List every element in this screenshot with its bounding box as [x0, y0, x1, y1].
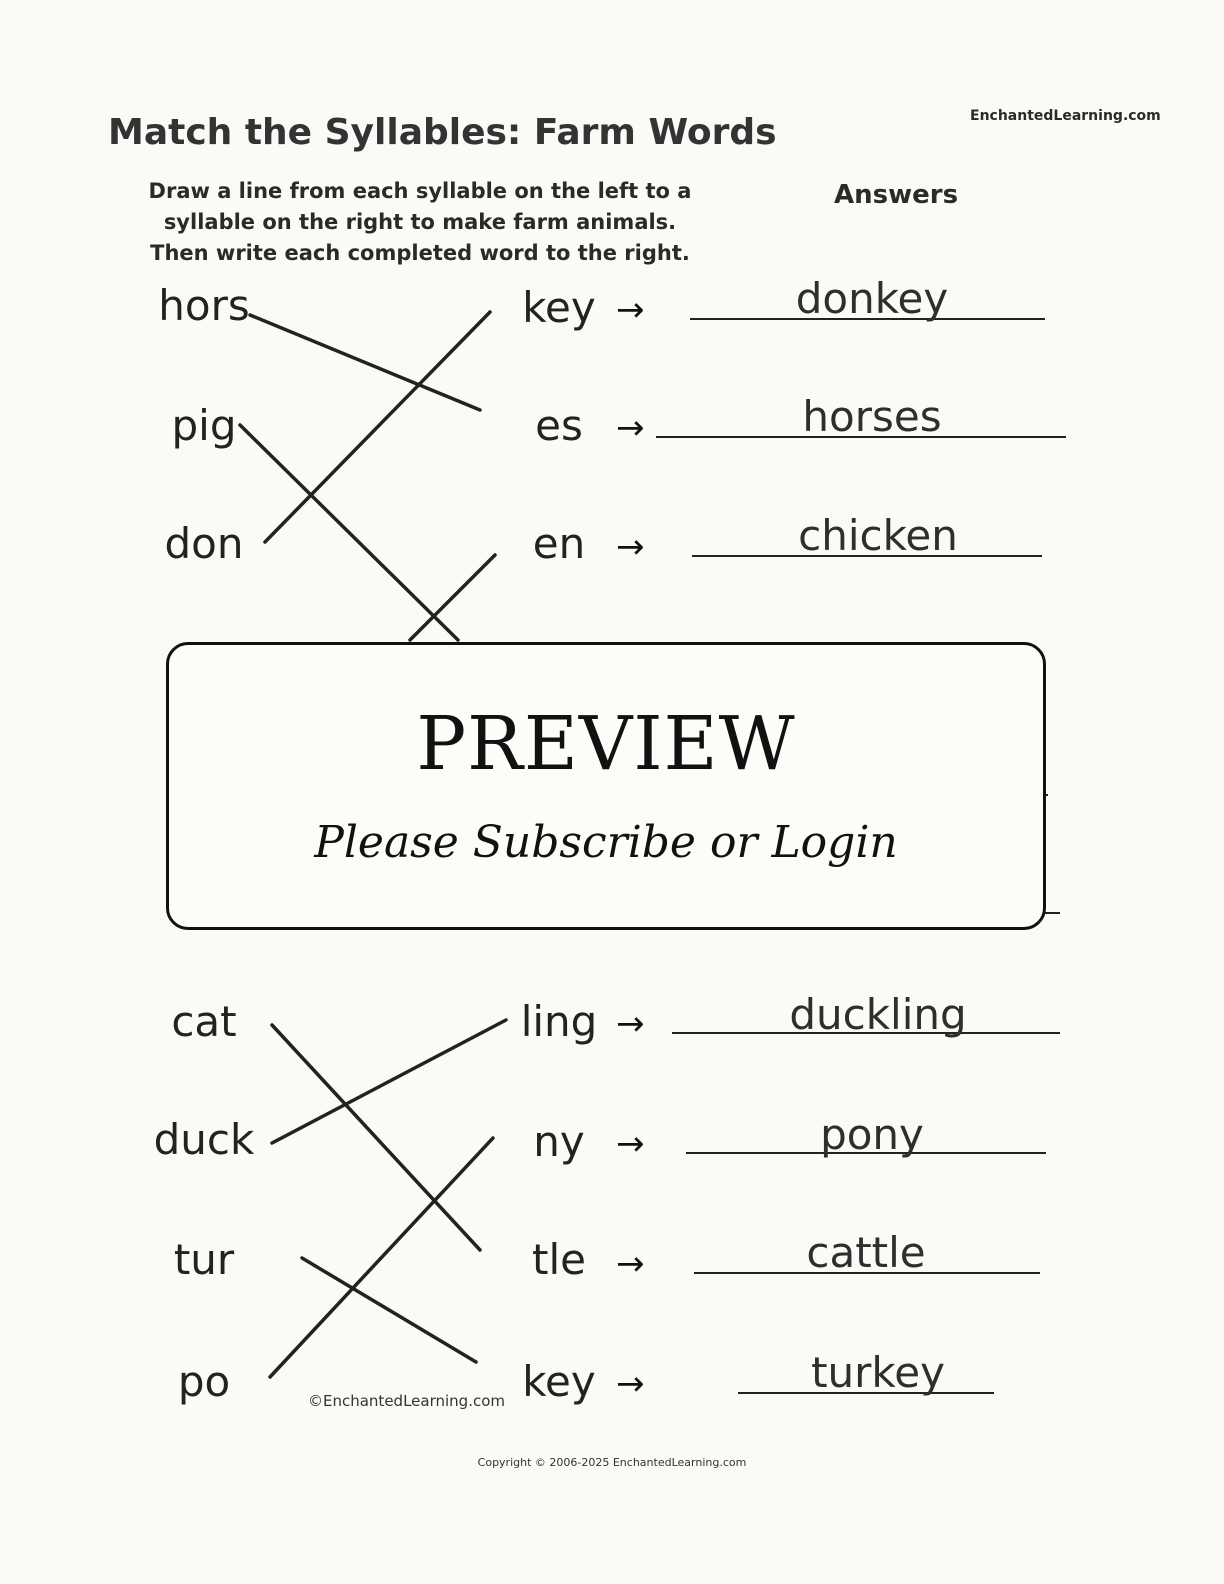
arrow-icon: →: [616, 290, 645, 330]
right-syllable: ny: [533, 1117, 585, 1166]
site-logo[interactable]: EnchantedLearning.com: [970, 108, 1161, 124]
match-line-cat-tle: [272, 1025, 480, 1250]
match-line-hidden-en: [410, 555, 495, 640]
answer-word: cattle: [806, 1228, 926, 1277]
match-line-tur-key: [302, 1258, 476, 1362]
match-line-don-key: [265, 312, 490, 542]
left-syllable: don: [164, 519, 244, 568]
right-syllable: tle: [532, 1235, 586, 1284]
arrow-icon: →: [616, 1244, 645, 1284]
worksheet-copyright: ©EnchantedLearning.com: [308, 1392, 505, 1410]
right-syllable: en: [532, 519, 586, 568]
left-syllable: tur: [173, 1235, 235, 1284]
left-syllable: duck: [153, 1115, 255, 1164]
answer-word: duckling: [789, 990, 967, 1039]
left-syllable: po: [177, 1357, 231, 1406]
answers-heading: Answers: [834, 180, 959, 210]
right-syllable: ling: [520, 997, 598, 1046]
arrow-icon: →: [616, 408, 645, 448]
arrow-icon: →: [616, 527, 645, 567]
answer-word: pony: [820, 1110, 924, 1159]
answer-word: turkey: [811, 1348, 945, 1397]
match-line-hors-es: [250, 315, 480, 410]
right-syllable: es: [535, 401, 583, 450]
instructions-line-2: syllable on the right to make farm animals.: [163, 210, 677, 234]
page-title: Match the Syllables: Farm Words: [108, 112, 777, 153]
right-syllable: key: [522, 283, 596, 332]
match-line-duck-ling: [272, 1020, 506, 1143]
answer-word: horses: [802, 392, 942, 441]
footer-copyright: Copyright © 2006-2025 EnchantedLearning.com: [477, 1456, 747, 1469]
arrow-icon: →: [616, 1004, 645, 1044]
preview-overlay[interactable]: [166, 642, 1046, 930]
arrow-icon: →: [616, 1124, 645, 1164]
preview-title: PREVIEW: [416, 701, 796, 787]
answer-word: chicken: [798, 511, 958, 560]
left-syllable: pig: [171, 401, 237, 450]
right-syllable: key: [522, 1357, 596, 1406]
answer-word: donkey: [795, 274, 949, 323]
instructions-line-3: Then write each completed word to the right.: [150, 241, 690, 265]
left-syllable: cat: [171, 997, 237, 1046]
subscribe-login-prompt[interactable]: Please Subscribe or Login: [314, 817, 898, 868]
arrow-icon: →: [616, 1364, 645, 1404]
instructions-line-1: Draw a line from each syllable on the left to a: [148, 179, 692, 203]
left-syllable: hors: [158, 281, 250, 330]
